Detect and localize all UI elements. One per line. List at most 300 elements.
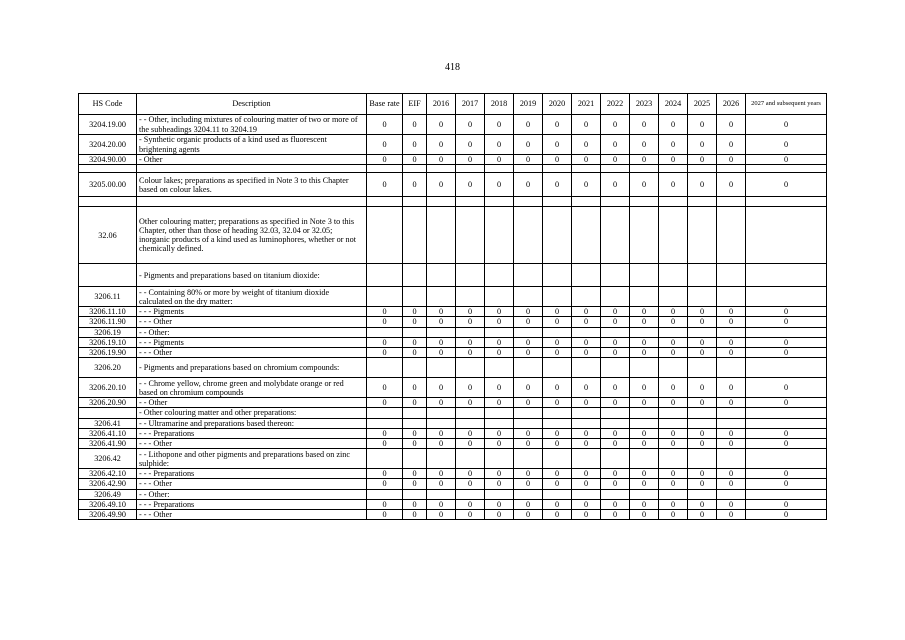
rate-cell: 0 xyxy=(456,469,485,479)
rate-cell: 0 xyxy=(572,469,601,479)
hs-code-cell: 3206.20.90 xyxy=(79,398,137,408)
rate-cell xyxy=(572,207,601,264)
rate-cell: 0 xyxy=(456,510,485,520)
rate-cell xyxy=(403,287,427,307)
rate-cell: 0 xyxy=(601,307,630,317)
rate-cell xyxy=(630,408,659,418)
rate-cell: 0 xyxy=(688,510,717,520)
description-cell: - - - Preparations xyxy=(137,499,367,509)
rate-cell: 0 xyxy=(746,155,827,165)
rate-cell xyxy=(717,264,746,287)
header-base-rate: Base rate xyxy=(367,94,403,115)
header-year-2018: 2018 xyxy=(485,94,514,115)
rate-cell xyxy=(717,287,746,307)
description-cell: - - - Preparations xyxy=(137,469,367,479)
header-description: Description xyxy=(137,94,367,115)
rate-cell: 0 xyxy=(456,499,485,509)
rate-cell xyxy=(659,327,688,337)
rate-cell xyxy=(572,197,601,207)
rate-cell: 0 xyxy=(717,317,746,327)
rate-cell: 0 xyxy=(688,439,717,449)
header-year-2023: 2023 xyxy=(630,94,659,115)
rate-cell: 0 xyxy=(427,378,456,398)
table-row xyxy=(79,135,827,155)
rate-cell: 0 xyxy=(514,115,543,135)
rate-cell xyxy=(659,489,688,499)
rate-cell: 0 xyxy=(746,499,827,509)
rate-cell: 0 xyxy=(746,439,827,449)
rate-cell: 0 xyxy=(367,378,403,398)
hs-code-cell: 3206.41.90 xyxy=(79,439,137,449)
table-row xyxy=(79,408,827,418)
hs-code-cell: 3206.49.90 xyxy=(79,510,137,520)
rate-cell xyxy=(601,418,630,428)
rate-cell: 0 xyxy=(367,510,403,520)
header-year-2025: 2025 xyxy=(688,94,717,115)
description-cell: - - - Other xyxy=(137,348,367,358)
rate-cell: 0 xyxy=(403,317,427,327)
rate-cell xyxy=(688,449,717,469)
rate-cell: 0 xyxy=(367,439,403,449)
rate-cell: 0 xyxy=(746,173,827,197)
rate-cell: 0 xyxy=(403,337,427,347)
rate-cell: 0 xyxy=(717,479,746,489)
hs-code-cell: 3206.49 xyxy=(79,489,137,499)
rate-cell: 0 xyxy=(427,348,456,358)
rate-cell: 0 xyxy=(630,439,659,449)
rate-cell: 0 xyxy=(601,479,630,489)
rate-cell: 0 xyxy=(717,398,746,408)
rate-cell: 0 xyxy=(543,173,572,197)
rate-cell xyxy=(601,327,630,337)
rate-cell xyxy=(572,287,601,307)
rate-cell: 0 xyxy=(514,378,543,398)
rate-cell xyxy=(456,197,485,207)
header-eif: EIF xyxy=(403,94,427,115)
rate-cell xyxy=(659,197,688,207)
rate-cell: 0 xyxy=(746,135,827,155)
rate-cell xyxy=(630,264,659,287)
rate-cell: 0 xyxy=(572,439,601,449)
rate-cell xyxy=(630,489,659,499)
rate-cell: 0 xyxy=(485,378,514,398)
rate-cell: 0 xyxy=(717,499,746,509)
rate-cell: 0 xyxy=(746,337,827,347)
rate-cell: 0 xyxy=(572,499,601,509)
rate-cell: 0 xyxy=(367,469,403,479)
rate-cell: 0 xyxy=(367,428,403,438)
rate-cell: 0 xyxy=(746,510,827,520)
rate-cell xyxy=(485,449,514,469)
rate-cell: 0 xyxy=(514,307,543,317)
rate-cell: 0 xyxy=(688,337,717,347)
rate-cell: 0 xyxy=(717,469,746,479)
rate-cell: 0 xyxy=(601,439,630,449)
rate-cell xyxy=(485,287,514,307)
rate-cell xyxy=(367,449,403,469)
rate-cell: 0 xyxy=(601,115,630,135)
rate-cell xyxy=(543,264,572,287)
rate-cell xyxy=(746,449,827,469)
rate-cell xyxy=(572,327,601,337)
rate-cell xyxy=(688,165,717,173)
rate-cell: 0 xyxy=(572,337,601,347)
rate-cell xyxy=(403,165,427,173)
rate-cell: 0 xyxy=(403,155,427,165)
description-cell: - - Other: xyxy=(137,327,367,337)
rate-cell: 0 xyxy=(403,479,427,489)
rate-cell xyxy=(746,287,827,307)
rate-cell: 0 xyxy=(456,135,485,155)
rate-cell: 0 xyxy=(659,135,688,155)
rate-cell: 0 xyxy=(543,115,572,135)
rate-cell xyxy=(367,264,403,287)
rate-cell xyxy=(367,408,403,418)
hs-code-cell xyxy=(79,165,137,173)
rate-cell xyxy=(427,327,456,337)
rate-cell: 0 xyxy=(601,398,630,408)
rate-cell xyxy=(543,358,572,378)
rate-cell xyxy=(746,327,827,337)
rate-cell xyxy=(456,449,485,469)
rate-cell xyxy=(659,358,688,378)
rate-cell: 0 xyxy=(456,307,485,317)
rate-cell: 0 xyxy=(456,439,485,449)
rate-cell: 0 xyxy=(427,510,456,520)
rate-cell xyxy=(403,418,427,428)
table-row xyxy=(79,287,827,307)
rate-cell: 0 xyxy=(456,378,485,398)
rate-cell: 0 xyxy=(427,173,456,197)
rate-cell: 0 xyxy=(717,378,746,398)
rate-cell: 0 xyxy=(717,307,746,317)
table-row xyxy=(79,348,827,358)
rate-cell: 0 xyxy=(543,378,572,398)
table-body xyxy=(79,115,827,520)
rate-cell xyxy=(543,207,572,264)
hs-code-cell: 3206.19 xyxy=(79,327,137,337)
rate-cell: 0 xyxy=(746,428,827,438)
rate-cell: 0 xyxy=(456,115,485,135)
rate-cell: 0 xyxy=(427,469,456,479)
rate-cell xyxy=(601,358,630,378)
description-cell: - - - Pigments xyxy=(137,337,367,347)
rate-cell: 0 xyxy=(659,173,688,197)
rate-cell xyxy=(572,408,601,418)
rate-cell xyxy=(485,197,514,207)
table-row xyxy=(79,378,827,398)
rate-cell: 0 xyxy=(403,398,427,408)
rate-cell: 0 xyxy=(572,115,601,135)
rate-cell: 0 xyxy=(601,348,630,358)
table-row xyxy=(79,358,827,378)
rate-cell: 0 xyxy=(601,155,630,165)
rate-cell: 0 xyxy=(514,499,543,509)
rate-cell: 0 xyxy=(485,510,514,520)
hs-code-cell xyxy=(79,197,137,207)
rate-cell: 0 xyxy=(514,348,543,358)
rate-cell xyxy=(367,418,403,428)
rate-cell xyxy=(456,418,485,428)
rate-cell: 0 xyxy=(746,115,827,135)
header-year-2020: 2020 xyxy=(543,94,572,115)
rate-cell xyxy=(717,449,746,469)
rate-cell xyxy=(427,358,456,378)
description-cell xyxy=(137,197,367,207)
rate-cell xyxy=(572,418,601,428)
rate-cell xyxy=(630,418,659,428)
rate-cell: 0 xyxy=(367,337,403,347)
rate-cell: 0 xyxy=(403,173,427,197)
rate-cell xyxy=(514,287,543,307)
rate-cell: 0 xyxy=(630,115,659,135)
rate-cell: 0 xyxy=(572,317,601,327)
rate-cell xyxy=(367,287,403,307)
rate-cell xyxy=(572,449,601,469)
rate-cell: 0 xyxy=(630,479,659,489)
rate-cell: 0 xyxy=(485,173,514,197)
rate-cell: 0 xyxy=(367,135,403,155)
rate-cell xyxy=(688,287,717,307)
rate-cell: 0 xyxy=(427,479,456,489)
rate-cell xyxy=(543,197,572,207)
rate-cell xyxy=(746,418,827,428)
rate-cell xyxy=(688,358,717,378)
rate-cell: 0 xyxy=(427,155,456,165)
rate-cell: 0 xyxy=(601,173,630,197)
header-year-2016: 2016 xyxy=(427,94,456,115)
rate-cell xyxy=(630,358,659,378)
table-row xyxy=(79,337,827,347)
rate-cell: 0 xyxy=(717,155,746,165)
rate-cell: 0 xyxy=(427,337,456,347)
rate-cell: 0 xyxy=(543,155,572,165)
rate-cell xyxy=(514,207,543,264)
rate-cell: 0 xyxy=(601,135,630,155)
rate-cell xyxy=(403,207,427,264)
rate-cell: 0 xyxy=(514,510,543,520)
rate-cell: 0 xyxy=(543,499,572,509)
rate-cell xyxy=(456,327,485,337)
rate-cell: 0 xyxy=(688,173,717,197)
rate-cell: 0 xyxy=(427,317,456,327)
rate-cell xyxy=(403,264,427,287)
rate-cell: 0 xyxy=(367,348,403,358)
rate-cell: 0 xyxy=(456,337,485,347)
header-subsequent-years: 2027 and subsequent years xyxy=(746,94,827,115)
rate-cell xyxy=(456,358,485,378)
rate-cell xyxy=(717,165,746,173)
rate-cell: 0 xyxy=(485,307,514,317)
header-year-2026: 2026 xyxy=(717,94,746,115)
rate-cell: 0 xyxy=(456,155,485,165)
rate-cell xyxy=(746,264,827,287)
rate-cell: 0 xyxy=(630,337,659,347)
rate-cell: 0 xyxy=(746,469,827,479)
rate-cell: 0 xyxy=(572,428,601,438)
rate-cell xyxy=(427,264,456,287)
table-row xyxy=(79,499,827,509)
rate-cell xyxy=(514,418,543,428)
rate-cell: 0 xyxy=(746,348,827,358)
rate-cell: 0 xyxy=(630,317,659,327)
rate-cell: 0 xyxy=(601,337,630,347)
rate-cell xyxy=(514,165,543,173)
rate-cell xyxy=(485,327,514,337)
rate-cell xyxy=(746,207,827,264)
rate-cell: 0 xyxy=(688,115,717,135)
rate-cell xyxy=(367,327,403,337)
table-row xyxy=(79,479,827,489)
rate-cell: 0 xyxy=(485,317,514,327)
rate-cell: 0 xyxy=(485,479,514,489)
rate-cell xyxy=(543,449,572,469)
rate-cell xyxy=(456,489,485,499)
rate-cell xyxy=(514,489,543,499)
table-row xyxy=(79,165,827,173)
rate-cell: 0 xyxy=(630,307,659,317)
rate-cell xyxy=(630,327,659,337)
rate-cell: 0 xyxy=(630,469,659,479)
rate-cell: 0 xyxy=(659,307,688,317)
rate-cell xyxy=(717,358,746,378)
rate-cell: 0 xyxy=(367,173,403,197)
rate-cell xyxy=(659,264,688,287)
rate-cell xyxy=(485,358,514,378)
rate-cell: 0 xyxy=(514,439,543,449)
rate-cell: 0 xyxy=(659,348,688,358)
rate-cell xyxy=(688,418,717,428)
rate-cell xyxy=(601,408,630,418)
description-cell: Colour lakes; preparations as specified in Note 3 to this Chapter based on colour lakes. xyxy=(137,173,367,197)
rate-cell: 0 xyxy=(572,155,601,165)
rate-cell: 0 xyxy=(485,348,514,358)
rate-cell: 0 xyxy=(688,317,717,327)
table-row xyxy=(79,418,827,428)
rate-cell: 0 xyxy=(403,469,427,479)
rate-cell: 0 xyxy=(630,173,659,197)
rate-cell: 0 xyxy=(601,317,630,327)
rate-cell xyxy=(427,197,456,207)
rate-cell: 0 xyxy=(543,135,572,155)
description-cell: - - Other xyxy=(137,398,367,408)
header-year-2017: 2017 xyxy=(456,94,485,115)
rate-cell: 0 xyxy=(403,439,427,449)
rate-cell xyxy=(427,449,456,469)
rate-cell xyxy=(601,287,630,307)
rate-cell xyxy=(456,408,485,418)
table-row xyxy=(79,264,827,287)
header-year-2021: 2021 xyxy=(572,94,601,115)
rate-cell xyxy=(688,197,717,207)
rate-cell: 0 xyxy=(717,428,746,438)
page-number: 418 xyxy=(445,62,460,73)
rate-cell xyxy=(485,207,514,264)
hs-code-cell: 32.06 xyxy=(79,207,137,264)
rate-cell: 0 xyxy=(746,317,827,327)
rate-cell: 0 xyxy=(572,479,601,489)
rate-cell: 0 xyxy=(485,428,514,438)
rate-cell: 0 xyxy=(572,307,601,317)
rate-cell: 0 xyxy=(601,469,630,479)
rate-cell xyxy=(746,408,827,418)
hs-code-cell: 3206.19.10 xyxy=(79,337,137,347)
rate-cell xyxy=(543,408,572,418)
header-year-2022: 2022 xyxy=(601,94,630,115)
rate-cell: 0 xyxy=(456,317,485,327)
rate-cell: 0 xyxy=(659,439,688,449)
rate-cell xyxy=(427,207,456,264)
rate-cell: 0 xyxy=(688,135,717,155)
rate-cell: 0 xyxy=(688,155,717,165)
rate-cell xyxy=(514,408,543,418)
rate-cell xyxy=(485,418,514,428)
rate-cell: 0 xyxy=(514,469,543,479)
description-cell: - - Chrome yellow, chrome green and molybdate orange or red based on chromium compounds xyxy=(137,378,367,398)
hs-code-cell: 3204.20.00 xyxy=(79,135,137,155)
rate-cell xyxy=(485,264,514,287)
rate-cell xyxy=(688,408,717,418)
description-cell: - - - Pigments xyxy=(137,307,367,317)
rate-cell xyxy=(601,489,630,499)
hs-code-cell: 3206.11.90 xyxy=(79,317,137,327)
rate-cell xyxy=(543,489,572,499)
rate-cell: 0 xyxy=(485,499,514,509)
rate-cell xyxy=(514,449,543,469)
description-cell: - - Ultramarine and preparations based thereon: xyxy=(137,418,367,428)
description-cell: - - - Other xyxy=(137,510,367,520)
rate-cell: 0 xyxy=(543,428,572,438)
table-row xyxy=(79,510,827,520)
description-cell: - - - Other xyxy=(137,317,367,327)
rate-cell: 0 xyxy=(543,439,572,449)
table-row xyxy=(79,197,827,207)
rate-cell: 0 xyxy=(403,115,427,135)
header-year-2019: 2019 xyxy=(514,94,543,115)
table-row xyxy=(79,428,827,438)
rate-cell: 0 xyxy=(630,155,659,165)
rate-cell: 0 xyxy=(514,337,543,347)
description-cell: - - Other: xyxy=(137,489,367,499)
rate-cell: 0 xyxy=(746,479,827,489)
rate-cell: 0 xyxy=(659,510,688,520)
rate-cell: 0 xyxy=(572,378,601,398)
rate-cell: 0 xyxy=(659,428,688,438)
description-cell: - Pigments and preparations based on titanium dioxide: xyxy=(137,264,367,287)
hs-code-cell: 3206.20.10 xyxy=(79,378,137,398)
rate-cell xyxy=(688,489,717,499)
rate-cell: 0 xyxy=(630,135,659,155)
rate-cell xyxy=(630,207,659,264)
description-cell: - - Lithopone and other pigments and preparations based on zinc sulphide: xyxy=(137,449,367,469)
table-row xyxy=(79,327,827,337)
rate-cell: 0 xyxy=(485,469,514,479)
table-row xyxy=(79,173,827,197)
rate-cell xyxy=(403,489,427,499)
rate-cell: 0 xyxy=(717,337,746,347)
description-cell: - Synthetic organic products of a kind used as fluorescent brightening agents xyxy=(137,135,367,155)
rate-cell: 0 xyxy=(485,337,514,347)
description-cell: - Other xyxy=(137,155,367,165)
description-cell: - - - Other xyxy=(137,439,367,449)
rate-cell xyxy=(543,418,572,428)
hs-code-cell: 3206.42 xyxy=(79,449,137,469)
description-cell xyxy=(137,165,367,173)
rate-cell xyxy=(717,418,746,428)
header-hs-code: HS Code xyxy=(79,94,137,115)
rate-cell: 0 xyxy=(543,510,572,520)
table-row xyxy=(79,307,827,317)
